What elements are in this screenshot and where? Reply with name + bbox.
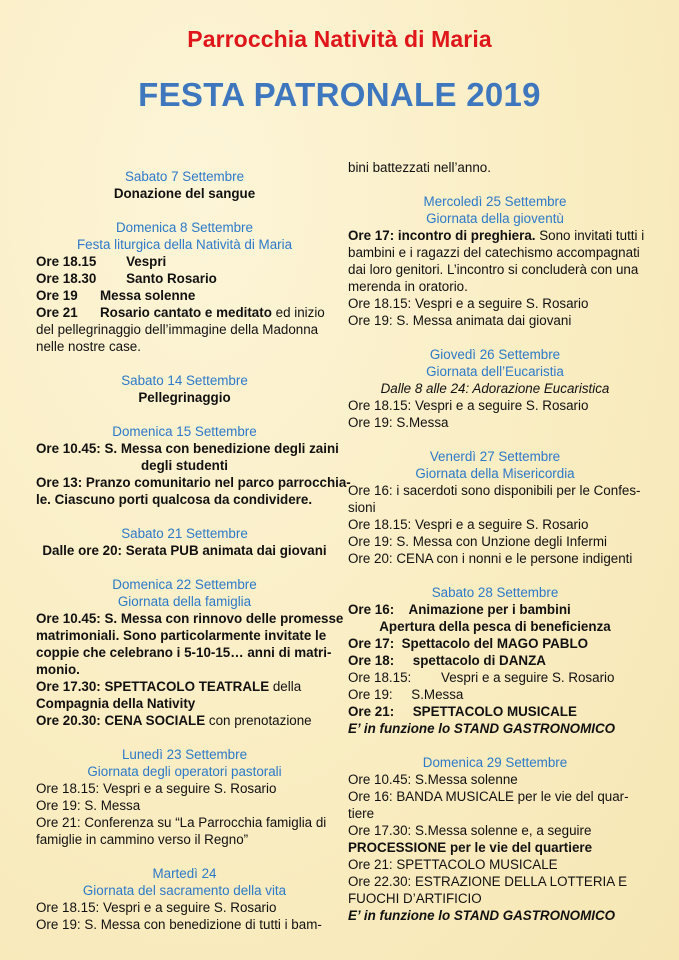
schedule-line	[36, 780, 333, 797]
schedule-line	[36, 916, 333, 933]
schedule-text: Ore 17.30: S.Messa solenne e, a seguire	[348, 823, 592, 838]
schedule-text: bambini e i ragazzi del catechismo accompagnati	[348, 245, 640, 260]
schedule-line	[36, 627, 333, 644]
schedule-text: Ore 19: S. Messa animata dai giovani	[348, 313, 572, 328]
schedule-line	[348, 618, 642, 635]
day-heading: Giovedì 26 Settembre	[429, 347, 561, 362]
schedule-line	[36, 338, 333, 355]
day-block	[348, 346, 642, 431]
schedule-line	[348, 499, 642, 516]
day-block	[36, 423, 351, 508]
schedule-text: Ore 19: S. Messa con benedizione di tutti i bam-	[36, 917, 322, 932]
day-theme: Giornata degli operatori pastorali	[87, 764, 282, 779]
schedule-text: monio.	[36, 662, 80, 677]
event-title: FESTA PATRONALE 2019	[138, 76, 541, 113]
schedule-line	[348, 652, 642, 669]
day-block	[36, 865, 333, 933]
schedule-text: Ore 21: SPETTACOLO MUSICALE	[348, 704, 577, 719]
schedule-text: Dalle ore 20: Serata PUB animata dai giovani	[42, 543, 327, 558]
schedule-line	[36, 542, 333, 559]
schedule-line	[348, 159, 642, 176]
schedule-line	[348, 261, 642, 278]
schedule-text-rest: con prenotazione	[205, 713, 312, 728]
schedule-text: Ore 18.15: Vespri e a seguire S. Rosario	[348, 296, 589, 311]
day-block	[36, 746, 333, 848]
schedule-text: Ore 17: Spettacolo del MAGO PABLO	[348, 636, 589, 651]
schedule-text: matrimoniali. Sono particolarmente invitate le	[36, 628, 327, 643]
schedule-text: Ore 16: BANDA MUSICALE per le vie del quar-	[348, 789, 629, 804]
schedule-line	[348, 227, 645, 244]
schedule-line	[348, 890, 642, 907]
schedule-text: Ore 19: S.Messa	[348, 687, 464, 702]
program-column-right	[348, 159, 645, 941]
day-heading: Domenica 29 Settembre	[422, 755, 568, 770]
schedule-text: Ore 16: i sacerdoti sono disponibili per le Confes-	[348, 483, 641, 498]
schedule-line	[348, 414, 642, 431]
parish-name: Parrocchia Natività di Maria	[187, 26, 492, 52]
schedule-text-rest: Sono invitati tutti i	[535, 228, 645, 243]
schedule-text: Dalle 8 alle 24: Adorazione Eucaristica	[380, 381, 610, 396]
day-heading: Domenica 22 Settembre	[112, 577, 257, 592]
schedule-text: Ore 10.45: S.Messa solenne	[348, 772, 518, 787]
schedule-text: nelle nostre case.	[36, 339, 141, 354]
schedule-text: merenda in oratorio.	[348, 279, 468, 294]
schedule-text: E’ in funzione lo STAND GASTRONOMICO	[348, 908, 616, 923]
day-block	[348, 754, 642, 924]
schedule-line	[348, 788, 642, 805]
schedule-text: Ore 18.15: Vespri e a seguire S. Rosario	[36, 781, 277, 796]
schedule-line	[348, 397, 642, 414]
schedule-line	[36, 661, 333, 678]
schedule-line	[348, 278, 642, 295]
schedule-text: Ore 18.15: Vespri e a seguire S. Rosario	[36, 900, 277, 915]
schedule-text: Ore 21: Conferenza su “La Parrocchia famiglia di	[36, 815, 327, 830]
schedule-text: Ore 21: SPETTACOLO MUSICALE	[348, 857, 558, 872]
schedule-line	[36, 474, 351, 491]
schedule-text: Apertura della pesca di beneficienza	[379, 619, 611, 634]
schedule-line	[36, 831, 333, 848]
schedule-line	[348, 601, 642, 618]
day-heading: Martedì 24	[152, 866, 217, 881]
schedule-line	[348, 550, 642, 567]
schedule-line	[36, 797, 333, 814]
schedule-text: degli studenti	[140, 458, 229, 473]
schedule-line	[348, 720, 642, 737]
schedule-text: Ore 19 Messa solenne	[36, 288, 196, 303]
schedule-text: bini battezzati nell’anno.	[348, 160, 491, 175]
schedule-line	[36, 457, 333, 474]
day-theme: Giornata della gioventù	[426, 211, 564, 226]
day-theme: Giornata della Misericordia	[415, 466, 575, 481]
schedule-line	[348, 482, 642, 499]
schedule-line	[348, 380, 642, 397]
schedule-line	[36, 440, 339, 457]
schedule-text: FUOCHI D’ARTIFICIO	[348, 891, 482, 906]
day-theme: Giornata del sacramento della vita	[82, 883, 287, 898]
schedule-text: coppie che celebrano i 5-10-15… anni di matri-	[36, 645, 332, 660]
schedule-line	[36, 491, 333, 508]
schedule-text: Ore 19: S.Messa	[348, 415, 449, 430]
schedule-text: E’ in funzione lo STAND GASTRONOMICO	[348, 721, 616, 736]
schedule-text: PROCESSIONE per le vie del quartiere	[348, 840, 593, 855]
schedule-text: Ore 18.15: Vespri e a seguire S. Rosario	[348, 398, 589, 413]
schedule-text: Ore 17.30: SPETTACOLO TEATRALE	[36, 679, 270, 694]
schedule-line	[348, 839, 642, 856]
day-block	[348, 584, 642, 737]
schedule-line	[36, 321, 333, 338]
schedule-text-rest: della	[269, 679, 302, 694]
schedule-text: Ore 18.15 Vespri	[36, 254, 167, 269]
day-block	[348, 448, 642, 567]
day-heading: Sabato 21 Settembre	[121, 526, 248, 541]
schedule-line	[348, 516, 642, 533]
day-theme: Giornata dell’Eucaristia	[426, 364, 564, 379]
schedule-text: Ore 20: CENA con i nonni e le persone indigenti	[348, 551, 633, 566]
day-heading: Sabato 28 Settembre	[431, 585, 559, 600]
day-theme: Giornata della famiglia	[117, 594, 252, 609]
schedule-text: sioni	[348, 500, 376, 515]
schedule-line	[348, 686, 642, 703]
schedule-line	[36, 644, 333, 661]
day-block	[36, 576, 344, 729]
day-block	[36, 219, 333, 355]
day-heading: Sabato 14 Settembre	[121, 373, 248, 388]
schedule-line	[348, 805, 642, 822]
schedule-line	[348, 873, 642, 890]
schedule-text: Ore 19: S. Messa con Unzione degli Infermi	[348, 534, 608, 549]
schedule-text: Ore 19: S. Messa	[36, 798, 141, 813]
schedule-line	[36, 695, 333, 712]
schedule-line	[36, 678, 333, 695]
day-block	[348, 159, 642, 176]
schedule-text: Ore 20.30: CENA SOCIALE	[36, 713, 206, 728]
schedule-text: Ore 17: incontro di preghiera.	[348, 228, 536, 243]
schedule-line	[348, 295, 642, 312]
schedule-text: Ore 18.15: Vespri e a seguire S. Rosario	[348, 670, 615, 685]
schedule-text: del pellegrinaggio dell’immagine della Madonna	[36, 322, 319, 337]
schedule-text: Ore 16: Animazione per i bambini	[348, 602, 571, 617]
schedule-text: tiere	[348, 806, 375, 821]
schedule-line	[348, 669, 642, 686]
schedule-text: Ore 13: Pranzo comunitario nel parco parrocchia-	[36, 475, 351, 490]
schedule-text-rest: ed inizio	[271, 305, 325, 320]
day-heading: Mercoledì 25 Settembre	[423, 194, 567, 209]
schedule-line	[36, 270, 333, 287]
day-block	[36, 525, 333, 559]
schedule-line	[36, 185, 333, 202]
schedule-line	[36, 304, 333, 321]
schedule-text: le. Ciascuno porti qualcosa da condividere.	[36, 492, 313, 507]
day-block	[36, 372, 333, 406]
schedule-text: Ore 18.30 Santo Rosario	[36, 271, 217, 286]
day-block	[36, 168, 333, 202]
schedule-line	[36, 899, 333, 916]
day-heading: Domenica 8 Settembre	[116, 220, 253, 235]
schedule-text: Ore 10.45: S. Messa con benedizione degli zaini	[36, 441, 339, 456]
schedule-text: famiglie in cammino verso il Regno”	[36, 832, 249, 847]
schedule-line	[36, 814, 333, 831]
day-theme: Festa liturgica della Natività di Maria	[76, 237, 293, 252]
day-heading: Lunedì 23 Settembre	[121, 747, 248, 762]
day-block	[348, 193, 645, 329]
day-heading: Domenica 15 Settembre	[112, 424, 257, 439]
schedule-text: Ore 21 Rosario cantato e meditato	[36, 305, 272, 320]
schedule-text: Ore 10.45: S. Messa con rinnovo delle promesse	[36, 611, 344, 626]
schedule-line	[348, 907, 642, 924]
schedule-line	[36, 610, 344, 627]
schedule-line	[348, 771, 642, 788]
schedule-text: Ore 18: spettacolo di DANZA	[348, 653, 546, 668]
schedule-line	[348, 703, 642, 720]
schedule-line	[348, 856, 642, 873]
day-heading: Sabato 7 Settembre	[124, 169, 245, 184]
schedule-line	[36, 389, 333, 406]
schedule-text: Pellegrinaggio	[138, 390, 231, 405]
schedule-text: Ore 22.30: ESTRAZIONE DELLA LOTTERIA E	[348, 874, 628, 889]
schedule-text: Ore 18.15: Vespri e a seguire S. Rosario	[348, 517, 589, 532]
schedule-line	[348, 312, 642, 329]
schedule-text: Compagnia della Nativity	[36, 696, 196, 711]
schedule-line	[348, 533, 642, 550]
schedule-line	[348, 822, 642, 839]
schedule-text: dai loro genitori. L’incontro si concluderà con una	[348, 262, 639, 277]
schedule-line	[36, 287, 333, 304]
schedule-text: Donazione del sangue	[113, 186, 256, 201]
schedule-line	[348, 635, 642, 652]
program-column-left	[36, 168, 351, 950]
day-heading: Venerdì 27 Settembre	[429, 449, 561, 464]
schedule-line	[36, 712, 333, 729]
schedule-line	[36, 253, 333, 270]
schedule-line	[348, 244, 642, 261]
